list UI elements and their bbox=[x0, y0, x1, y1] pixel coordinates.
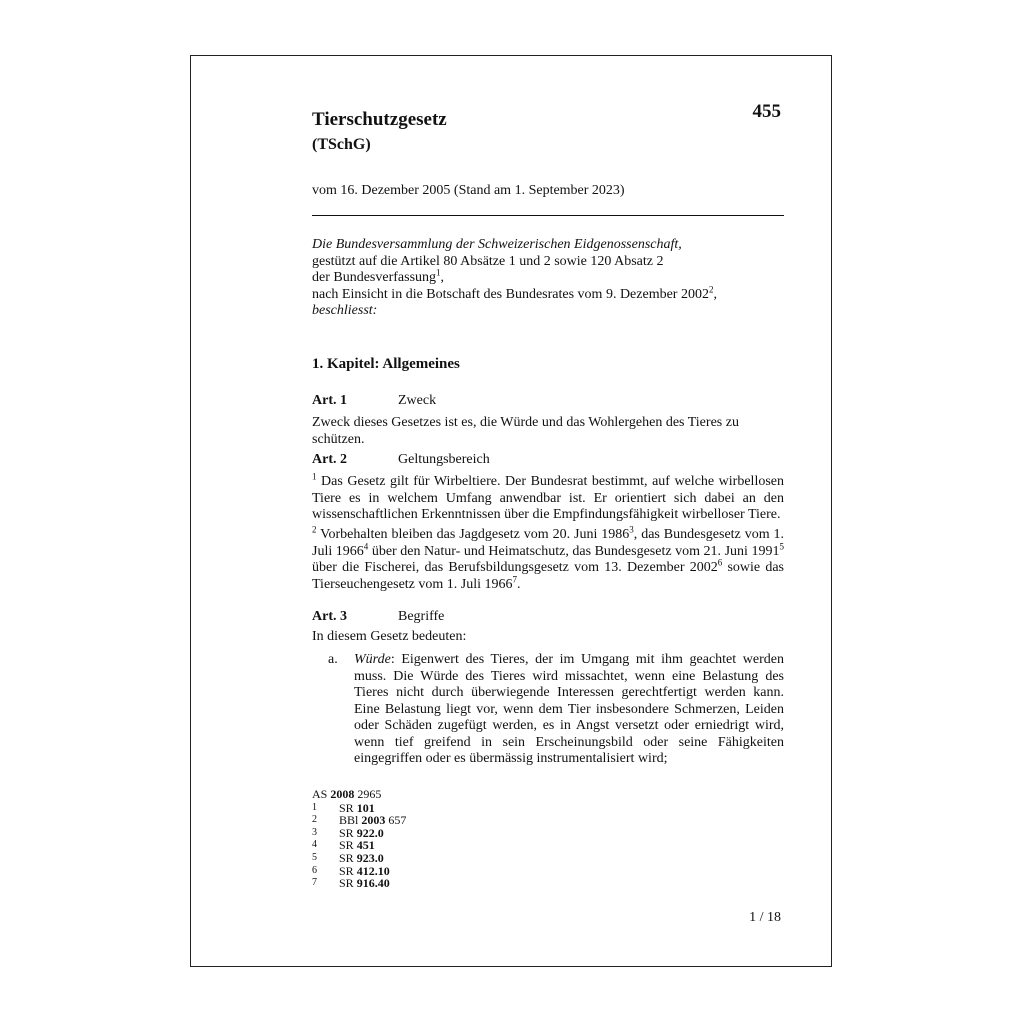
header-divider bbox=[312, 215, 784, 216]
article-2-heading bbox=[312, 452, 490, 468]
footnote-number: 6 bbox=[312, 864, 317, 876]
footnote-number: 2 bbox=[312, 814, 317, 826]
law-title: Tierschutzgesetz bbox=[312, 109, 447, 130]
article-3-intro: In diesem Gesetz bedeuten: bbox=[312, 629, 467, 644]
article-2-number: Art. 2 bbox=[312, 452, 347, 467]
footnote-ref-1: 1 bbox=[436, 267, 441, 278]
footnote-text: SR 923.0 bbox=[339, 850, 384, 865]
article-1-heading bbox=[312, 393, 436, 409]
article-3-heading bbox=[312, 609, 444, 625]
footnote-text: SR 101 bbox=[339, 800, 375, 815]
footnote-number: 4 bbox=[312, 839, 317, 851]
list-item-body: Würde: Eigenwert des Tieres, der im Umgang mit ihm geachtet werden muss. Die Würde des Tieres wird missachtet, wenn eine Belastung des Tieres nicht durch überwiegende Interessen gerechtfertigt werden kann. Eine Belastung liegt vor, wenn dem Tier insbesondere Schmerzen, Leiden oder Schäden zugefügt werden, es in Angst versetzt oder erniedrigt wird, wenn tief greifend in sein Erscheinungsbild oder seine Fähigkeiten eingegriffen oder es übermässig instrumentalisiert wird; bbox=[354, 652, 784, 766]
article-3-number: Art. 3 bbox=[312, 609, 347, 624]
footnote-text: SR 412.10 bbox=[339, 863, 390, 878]
date-line: vom 16. Dezember 2005 (Stand am 1. September 2023) bbox=[312, 183, 625, 198]
preamble-line-5: beschliesst: bbox=[312, 303, 378, 318]
footnote-text: SR 922.0 bbox=[339, 825, 384, 840]
article-1-title: Zweck bbox=[398, 393, 437, 408]
footnote-text: BBl 2003 657 bbox=[339, 813, 407, 828]
footnote-7 bbox=[312, 877, 406, 890]
preamble-line-1: Die Bundesversammlung der Schweizerischen Eidgenossenschaft, bbox=[312, 237, 682, 252]
article-2-paragraph-1: $^1$ Das Gesetz gilt für Wirbeltiere. Der Bundesrat bestimmt, auf welche wirbellosen Tiere es in welchem Umfang anwendbar ist. Er orientiert sich dabei an den wissenschaftlichen Erkenntnissen über die Empfindungsfähigkeit wirbelloser Tiere. bbox=[312, 471, 784, 522]
preamble bbox=[312, 237, 784, 320]
footnote-ref-2: 2 bbox=[708, 283, 714, 294]
chapter-heading: 1. Kapitel: Allgemeines bbox=[312, 356, 460, 372]
footnote-text: SR 916.40 bbox=[339, 876, 390, 891]
footnote-number: 7 bbox=[312, 877, 317, 889]
law-abbreviation: (TSchG) bbox=[312, 136, 371, 153]
sr-number: 455 bbox=[752, 101, 781, 122]
article-2-title: Geltungsbereich bbox=[398, 452, 490, 467]
article-3-title: Begriffe bbox=[398, 609, 445, 624]
footnote-number: 3 bbox=[312, 826, 317, 838]
footnote-as: AS 2008 2965 bbox=[312, 787, 382, 801]
footnote-number: 5 bbox=[312, 851, 317, 863]
article-2-paragraph-2: $^2$ Vorbehalten bleiben das Jagdgesetz vom 20. Juni 1986$^3$, das Bundesgesetz vom 1. Juli 1966$^4$ über den Natur- und Heimatschutz, das Bundesgesetz vom 21. Juni 1991$^5$ über die Fischerei, das Berufsbildungsgesetz vom 13. Dezember 2002$^6$ sowie das Tierseuchengesetz vom 1. Juli 1966$^7$. bbox=[312, 524, 785, 592]
preamble-line-3: der Bundesverfassung$^1$, bbox=[312, 267, 445, 285]
document-page bbox=[190, 55, 832, 967]
footnotes bbox=[312, 788, 406, 890]
article-1-text: Zweck dieses Gesetzes ist es, die Würde und das Wohlergehen des Tieres zu schützen. bbox=[312, 415, 739, 447]
preamble-line-2: gestützt auf die Artikel 80 Absätze 1 und 2 sowie 120 Absatz 2 bbox=[312, 253, 664, 269]
footnote-number: 1 bbox=[312, 801, 317, 813]
article-1-number: Art. 1 bbox=[312, 393, 347, 408]
footnote-text: SR 451 bbox=[339, 838, 375, 853]
list-item-letter: a. bbox=[328, 652, 338, 667]
page-number: 1 / 18 bbox=[749, 910, 781, 925]
footnote-list bbox=[312, 802, 406, 890]
preamble-line-4: nach Einsicht in die Botschaft des Bundesrates vom 9. Dezember 2002$^2$, bbox=[312, 283, 717, 302]
